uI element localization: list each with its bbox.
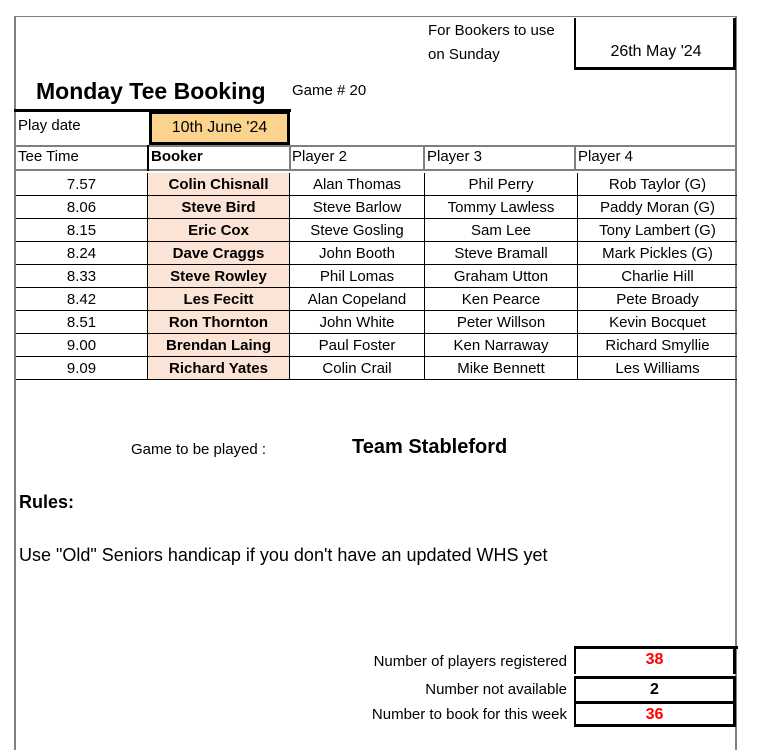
booker-cell[interactable]: Steve Bird bbox=[148, 196, 290, 219]
header-bottom-line bbox=[14, 169, 737, 171]
sheet-right-border bbox=[735, 17, 737, 750]
sunday-date: 26th May '24 bbox=[610, 43, 702, 60]
player-4-cell[interactable]: Rob Taylor (G) bbox=[578, 173, 738, 196]
player-3-cell[interactable]: Ken Narraway bbox=[425, 334, 578, 357]
table-row bbox=[16, 288, 737, 311]
to-book-value[interactable]: 36 bbox=[574, 701, 736, 727]
player-2-cell[interactable]: Paul Foster bbox=[290, 334, 425, 357]
player-3-cell[interactable]: Mike Bennett bbox=[425, 357, 578, 380]
tee-booking-table bbox=[16, 173, 737, 380]
tee-time-cell[interactable]: 8.42 bbox=[16, 288, 148, 311]
player-4-cell[interactable]: Pete Broady bbox=[578, 288, 738, 311]
table-row bbox=[16, 196, 737, 219]
tee-time-cell[interactable]: 7.57 bbox=[16, 173, 148, 196]
table-row bbox=[16, 219, 737, 242]
sheet-left-border bbox=[14, 17, 16, 750]
tee-time-cell[interactable]: 8.51 bbox=[16, 311, 148, 334]
player-4-cell[interactable]: Charlie Hill bbox=[578, 265, 738, 288]
player-2-cell[interactable]: John Booth bbox=[290, 242, 425, 265]
tee-time-cell[interactable]: 8.24 bbox=[16, 242, 148, 265]
for-bookers-note bbox=[428, 19, 555, 67]
table-row bbox=[16, 242, 737, 265]
col-header-player-4: Player 4 bbox=[578, 148, 634, 165]
table-row bbox=[16, 173, 737, 196]
player-2-cell[interactable]: Steve Barlow bbox=[290, 196, 425, 219]
tee-time-cell[interactable]: 9.09 bbox=[16, 357, 148, 380]
col-header-player-2: Player 2 bbox=[292, 148, 348, 165]
player-2-cell[interactable]: John White bbox=[290, 311, 425, 334]
player-2-cell[interactable]: Colin Crail bbox=[290, 357, 425, 380]
player-4-cell[interactable]: Richard Smyllie bbox=[578, 334, 738, 357]
player-3-cell[interactable]: Tommy Lawless bbox=[425, 196, 578, 219]
booker-cell[interactable]: Eric Cox bbox=[148, 219, 290, 242]
table-row bbox=[16, 265, 737, 288]
game-label: Game to be played : bbox=[131, 441, 267, 458]
not-available-label: Number not available bbox=[425, 681, 567, 698]
player-2-cell[interactable]: Steve Gosling bbox=[290, 219, 425, 242]
header-divider-2 bbox=[289, 145, 291, 171]
booker-cell[interactable]: Colin Chisnall bbox=[148, 173, 290, 196]
rules-text: Use "Old" Seniors handicap if you don't have an updated WHS yet bbox=[19, 545, 548, 565]
booker-cell[interactable]: Dave Craggs bbox=[148, 242, 290, 265]
player-3-cell[interactable]: Phil Perry bbox=[425, 173, 578, 196]
header-top-line bbox=[14, 145, 737, 147]
player-4-cell[interactable]: Tony Lambert (G) bbox=[578, 219, 738, 242]
player-2-cell[interactable]: Alan Copeland bbox=[290, 288, 425, 311]
booker-cell[interactable]: Steve Rowley bbox=[148, 265, 290, 288]
booker-cell[interactable]: Les Fecitt bbox=[148, 288, 290, 311]
col-header-tee-time: Tee Time bbox=[18, 148, 79, 165]
table-row bbox=[16, 311, 737, 334]
for-bookers-line2: on Sunday bbox=[428, 46, 500, 63]
player-4-cell[interactable]: Mark Pickles (G) bbox=[578, 242, 738, 265]
col-header-player-3: Player 3 bbox=[427, 148, 483, 165]
booker-cell[interactable]: Ron Thornton bbox=[148, 311, 290, 334]
rules-heading: Rules: bbox=[19, 492, 75, 512]
player-3-cell[interactable]: Sam Lee bbox=[425, 219, 578, 242]
to-book-label: Number to book for this week bbox=[371, 706, 567, 723]
play-date-value[interactable]: 10th June '24 bbox=[149, 111, 290, 145]
tee-time-cell[interactable]: 8.33 bbox=[16, 265, 148, 288]
tee-time-cell[interactable]: 8.06 bbox=[16, 196, 148, 219]
header-divider-4 bbox=[574, 145, 576, 171]
player-4-cell[interactable]: Kevin Bocquet bbox=[578, 311, 738, 334]
header-divider-1 bbox=[147, 145, 149, 171]
not-available-value[interactable]: 2 bbox=[574, 676, 736, 701]
player-4-cell[interactable]: Paddy Moran (G) bbox=[578, 196, 738, 219]
booker-cell[interactable]: Brendan Laing bbox=[148, 334, 290, 357]
game-format: Team Stableford bbox=[352, 436, 508, 458]
player-4-cell[interactable]: Les Williams bbox=[578, 357, 738, 380]
page-title: Monday Tee Booking bbox=[36, 78, 266, 104]
booker-cell[interactable]: Richard Yates bbox=[148, 357, 290, 380]
table-row bbox=[16, 334, 737, 357]
registered-value[interactable]: 38 bbox=[574, 649, 736, 674]
table-row bbox=[16, 357, 737, 380]
play-date-label: Play date bbox=[18, 117, 81, 134]
header-divider-3 bbox=[423, 145, 425, 171]
player-3-cell[interactable]: Peter Willson bbox=[425, 311, 578, 334]
col-header-booker: Booker bbox=[151, 148, 203, 165]
registered-label: Number of players registered bbox=[373, 653, 567, 670]
player-3-cell[interactable]: Steve Bramall bbox=[425, 242, 578, 265]
player-2-cell[interactable]: Alan Thomas bbox=[290, 173, 425, 196]
tee-time-cell[interactable]: 9.00 bbox=[16, 334, 148, 357]
player-3-cell[interactable]: Graham Utton bbox=[425, 265, 578, 288]
sheet-top-border bbox=[14, 16, 737, 17]
tee-time-cell[interactable]: 8.15 bbox=[16, 219, 148, 242]
game-number: Game # 20 bbox=[292, 82, 367, 99]
player-2-cell[interactable]: Phil Lomas bbox=[290, 265, 425, 288]
for-bookers-line1: For Bookers to use bbox=[428, 22, 555, 39]
player-3-cell[interactable]: Ken Pearce bbox=[425, 288, 578, 311]
